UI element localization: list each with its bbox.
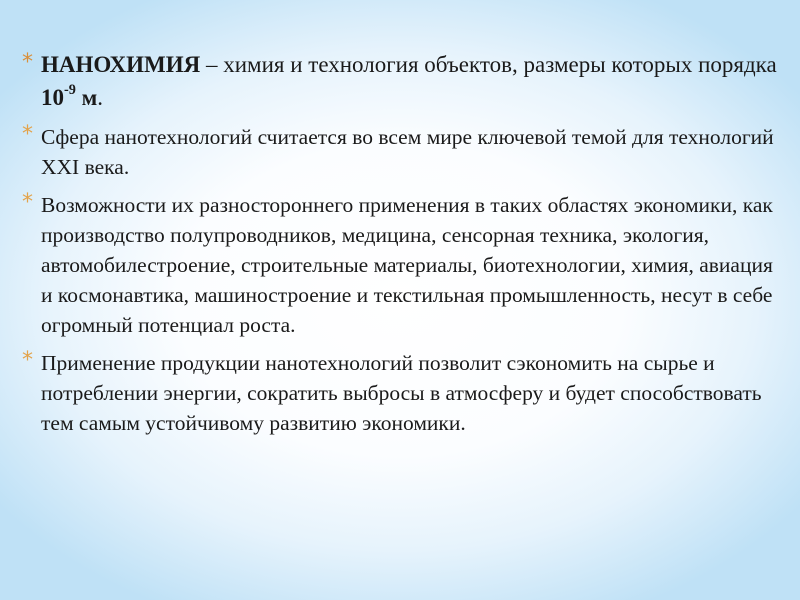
asterisk-bullet-icon: * xyxy=(22,50,33,75)
bullet-text: Применение продукции нанотехнологий позволит сэкономить на сырье и потреблении энергии, сократить выбросы в атмосферу и будет способствовать тем самым устойчивому развитию экономики. xyxy=(41,351,762,435)
size-exponent: -9 xyxy=(64,82,76,99)
asterisk-bullet-icon: * xyxy=(22,122,33,147)
term-nanochemistry: НАНОХИМИЯ xyxy=(41,52,201,77)
bullet-text: Сфера нанотехнологий считается во всем мире ключевой темой для технологий XXI века. xyxy=(41,125,774,179)
asterisk-bullet-icon: * xyxy=(22,190,33,215)
bullet-key-topic xyxy=(22,122,782,182)
size-unit: м xyxy=(75,85,98,110)
definition-text: – химия и технология объектов, размеры которых порядка xyxy=(200,52,777,77)
asterisk-bullet-icon: * xyxy=(22,348,33,373)
bullet-definition: * НАНОХИМИЯ – химия и технология объектов, размеры которых порядка $10^{-9}$ м. xyxy=(22,50,777,110)
bullet-applications xyxy=(22,190,782,340)
slide-content xyxy=(22,48,782,438)
bullet-text: Возможности их разностороннего применения в таких областях экономики, как производство полупроводников, медицина, сенсорная техника, экология, автомобилестроение, строительные материалы, биотехнологии, химия, авиация и космонавтика, машиностроение и текстильная промышленность, несут в себе огромный потенциал роста. xyxy=(41,193,773,337)
bullet-benefits xyxy=(22,348,782,438)
size-value: $10^{-9}$ м xyxy=(41,82,98,110)
